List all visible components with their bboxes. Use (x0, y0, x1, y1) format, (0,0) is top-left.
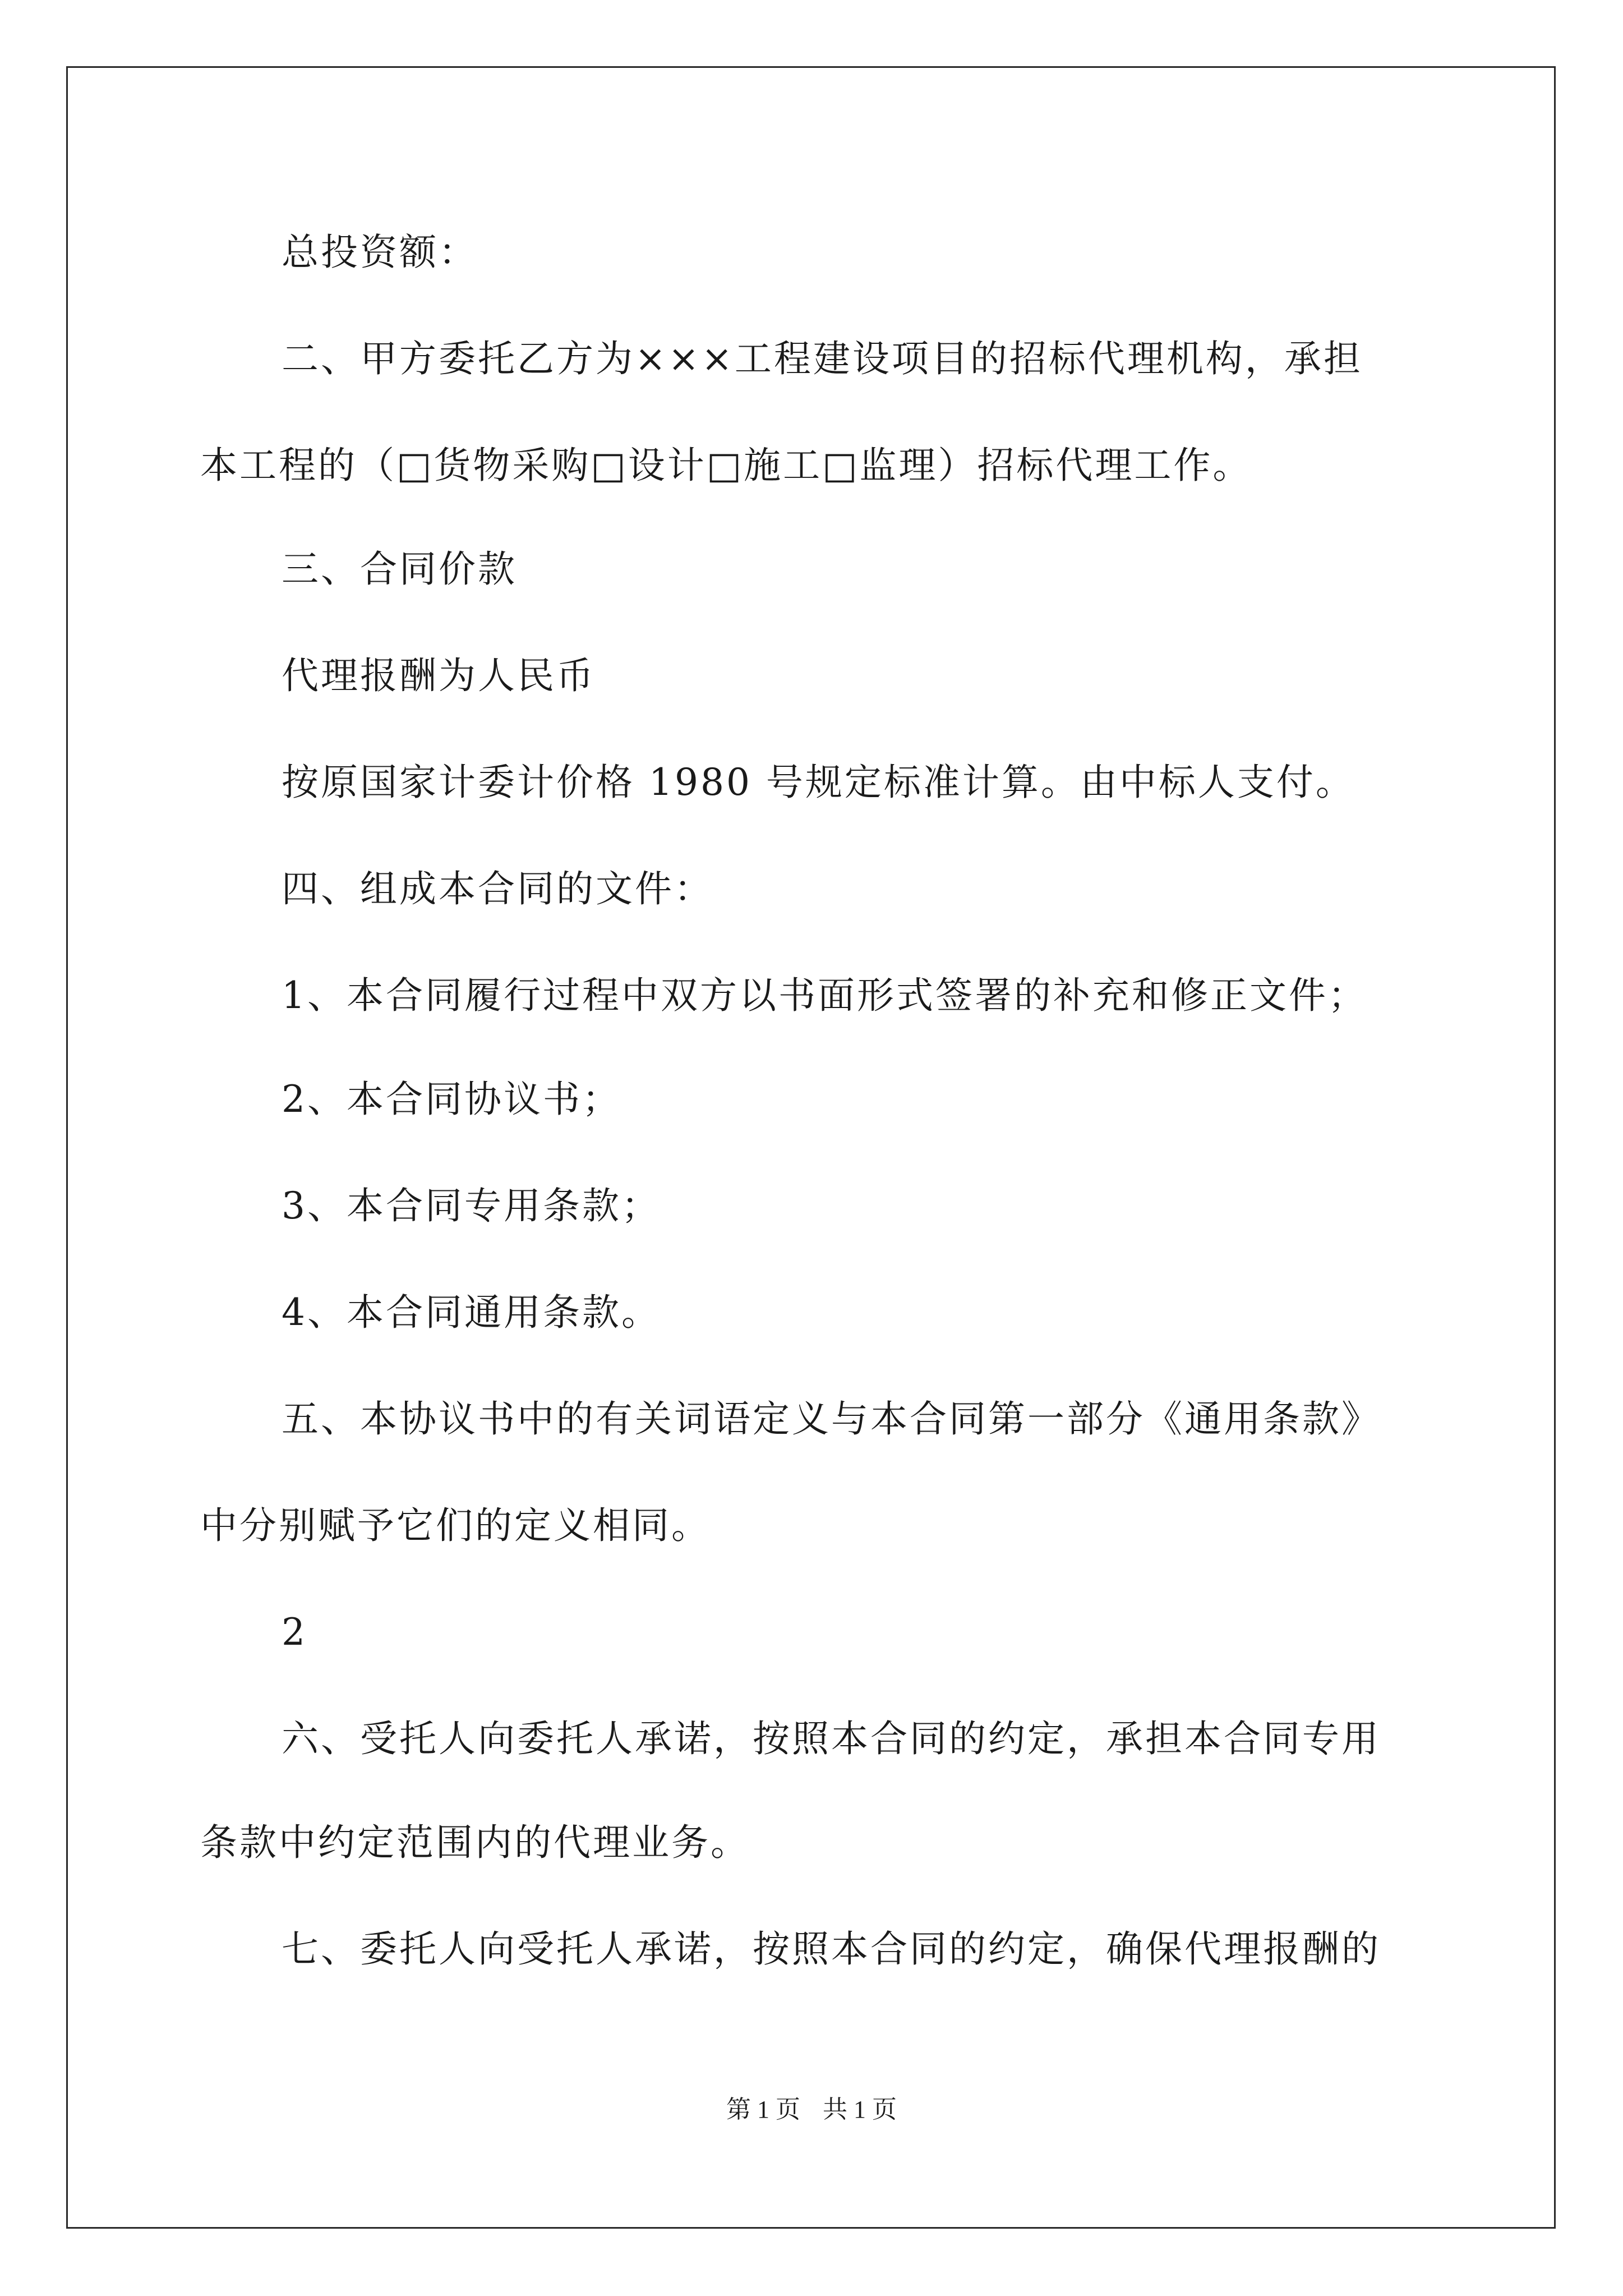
paragraph-line: 三、合同价款 (282, 547, 517, 591)
paragraph-line: 七、委托人向受托人承诺，按照本合同的约定，确保代理报酬的 (282, 1927, 1381, 1971)
paragraph-line: 条款中约定范围内的代理业务。 (200, 1821, 750, 1864)
paragraph-line: 代理报酬为人民币 (282, 654, 596, 697)
page-border (66, 66, 1556, 2229)
paragraph-line: 六、受托人向委托人承诺，按照本合同的约定，承担本合同专用 (282, 1717, 1381, 1760)
paragraph-line: 本工程的（□货物采购□设计□施工□监理）招标代理工作。 (200, 444, 1252, 487)
paragraph-line: 3、本合同专用条款； (282, 1184, 661, 1227)
page-number: 第 1 页 (726, 2096, 800, 2123)
total-pages: 共 1 页 (823, 2096, 897, 2123)
page-footer (0, 2095, 1623, 2124)
paragraph-line: 4、本合同通用条款。 (282, 1291, 661, 1334)
paragraph-line: 按原国家计委计价格 1980 号规定标准计算。由中标人支付。 (282, 761, 1355, 804)
paragraph-line: 四、组成本合同的文件： (282, 867, 713, 910)
paragraph-line: 2、本合同协议书； (282, 1078, 621, 1121)
paragraph-line: 1、本合同履行过程中双方以书面形式签署的补充和修正文件； (282, 974, 1367, 1017)
paragraph-line: 2 (282, 1611, 307, 1654)
paragraph-line: 五、本协议书中的有关词语定义与本合同第一部分《通用条款》 (282, 1397, 1381, 1441)
paragraph-line: 总投资额： (282, 231, 478, 274)
paragraph-line: 中分别赋予它们的定义相同。 (200, 1504, 711, 1547)
paragraph-line: 二、甲方委托乙方为×××工程建设项目的招标代理机构，承担 (282, 337, 1363, 380)
